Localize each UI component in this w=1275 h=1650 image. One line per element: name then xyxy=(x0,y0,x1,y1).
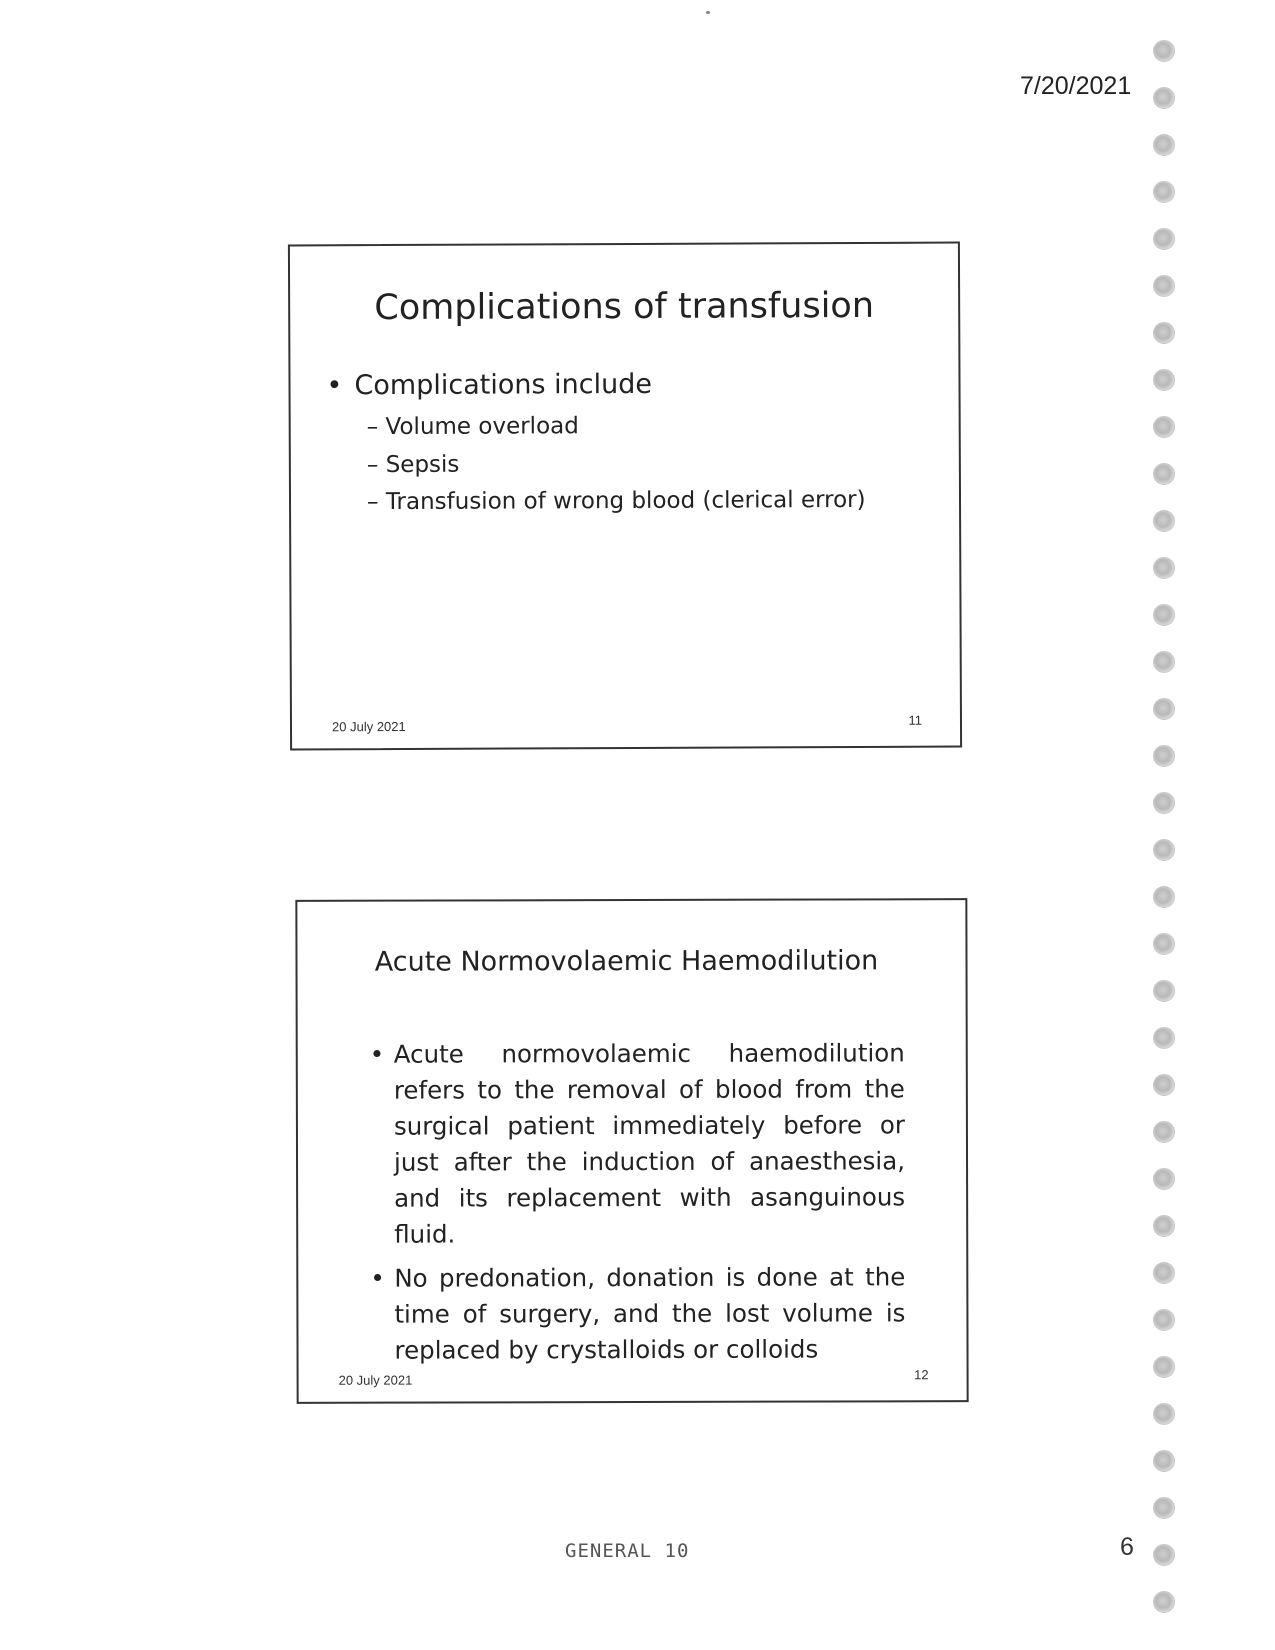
print-date: 7/20/2021 xyxy=(1020,72,1132,100)
bullet-icon: • xyxy=(369,1039,385,1069)
slide-title: Acute Normovolaemic Haemodilution xyxy=(374,945,879,978)
page-number: 6 xyxy=(1120,1533,1134,1561)
binder-hole-icon xyxy=(1153,416,1175,438)
binder-hole-icon xyxy=(1153,1168,1175,1190)
binder-hole-icon xyxy=(1153,792,1175,814)
binder-hole-icon xyxy=(1153,369,1175,391)
slide-date: 20 July 2021 xyxy=(338,1372,413,1388)
bullet-text: Complications include xyxy=(354,368,652,402)
binder-hole-icon xyxy=(1153,1215,1175,1237)
binder-hole-icon xyxy=(1153,1450,1175,1472)
binder-hole-icon xyxy=(1153,1356,1175,1378)
binder-hole-icon xyxy=(1153,604,1175,626)
bullet-item xyxy=(326,369,652,401)
slide-11 xyxy=(288,242,962,751)
bullet-item xyxy=(370,1035,906,1252)
binder-hole-icon xyxy=(1153,933,1175,955)
binder-hole-icon xyxy=(1153,1027,1175,1049)
sub-item: – Volume overload xyxy=(366,413,579,441)
bullet-text: No predonation, donation is done at the time of surgery, and the lost volume is replaced by crystalloids or colloids xyxy=(394,1262,906,1365)
binder-hole-icon xyxy=(1153,463,1175,485)
binder-hole-icon xyxy=(1153,886,1175,908)
binder-hole-icon xyxy=(1153,1262,1175,1284)
binder-hole-icon xyxy=(1153,745,1175,767)
document-code: GENERAL 10 xyxy=(565,1540,690,1562)
binder-hole-icon xyxy=(1153,1309,1175,1331)
binder-hole-icon xyxy=(1153,322,1175,344)
slide-title: Complications of transfusion xyxy=(374,285,875,329)
binder-hole-icon xyxy=(1153,839,1175,861)
binder-hole-icon xyxy=(1153,134,1175,156)
binder-hole-icon xyxy=(1153,1544,1175,1566)
bullet-icon: • xyxy=(326,370,343,402)
sub-item: – Transfusion of wrong blood (clerical error) xyxy=(366,486,866,516)
binder-hole-icon xyxy=(1153,1591,1175,1613)
bullet-list xyxy=(370,1035,906,1376)
binder-hole-icon xyxy=(1153,651,1175,673)
binder-hole-icon xyxy=(1153,1074,1175,1096)
binder-hole-icon xyxy=(1153,181,1175,203)
binder-hole-icon xyxy=(1153,980,1175,1002)
binder-hole-icon xyxy=(1153,275,1175,297)
binder-hole-icon xyxy=(1153,1497,1175,1519)
slide-date: 20 July 2021 xyxy=(331,718,406,735)
binder-hole-icon xyxy=(1153,87,1175,109)
binder-hole-icon xyxy=(1153,40,1175,62)
binder-hole-icon xyxy=(1153,228,1175,250)
sub-item: – Sepsis xyxy=(366,451,460,479)
bullet-item xyxy=(370,1259,905,1368)
binder-hole-icon xyxy=(1153,557,1175,579)
binder-hole-icon xyxy=(1153,510,1175,532)
slide-number: 11 xyxy=(908,712,923,728)
binder-hole-icon xyxy=(1153,1403,1175,1425)
scan-speck xyxy=(706,11,710,14)
slide-12 xyxy=(295,898,968,1404)
binder-hole-icon xyxy=(1153,1121,1175,1143)
binder-hole-icon xyxy=(1153,698,1175,720)
bullet-icon: • xyxy=(370,1263,385,1293)
bullet-text: Acute normovolaemic haemodilution refers to the removal of blood from the surgical patient immediately before or just after the induction of anaesthesia, and its replacement with asanguinous fluid. xyxy=(393,1038,906,1249)
slide-number: 12 xyxy=(914,1367,929,1383)
